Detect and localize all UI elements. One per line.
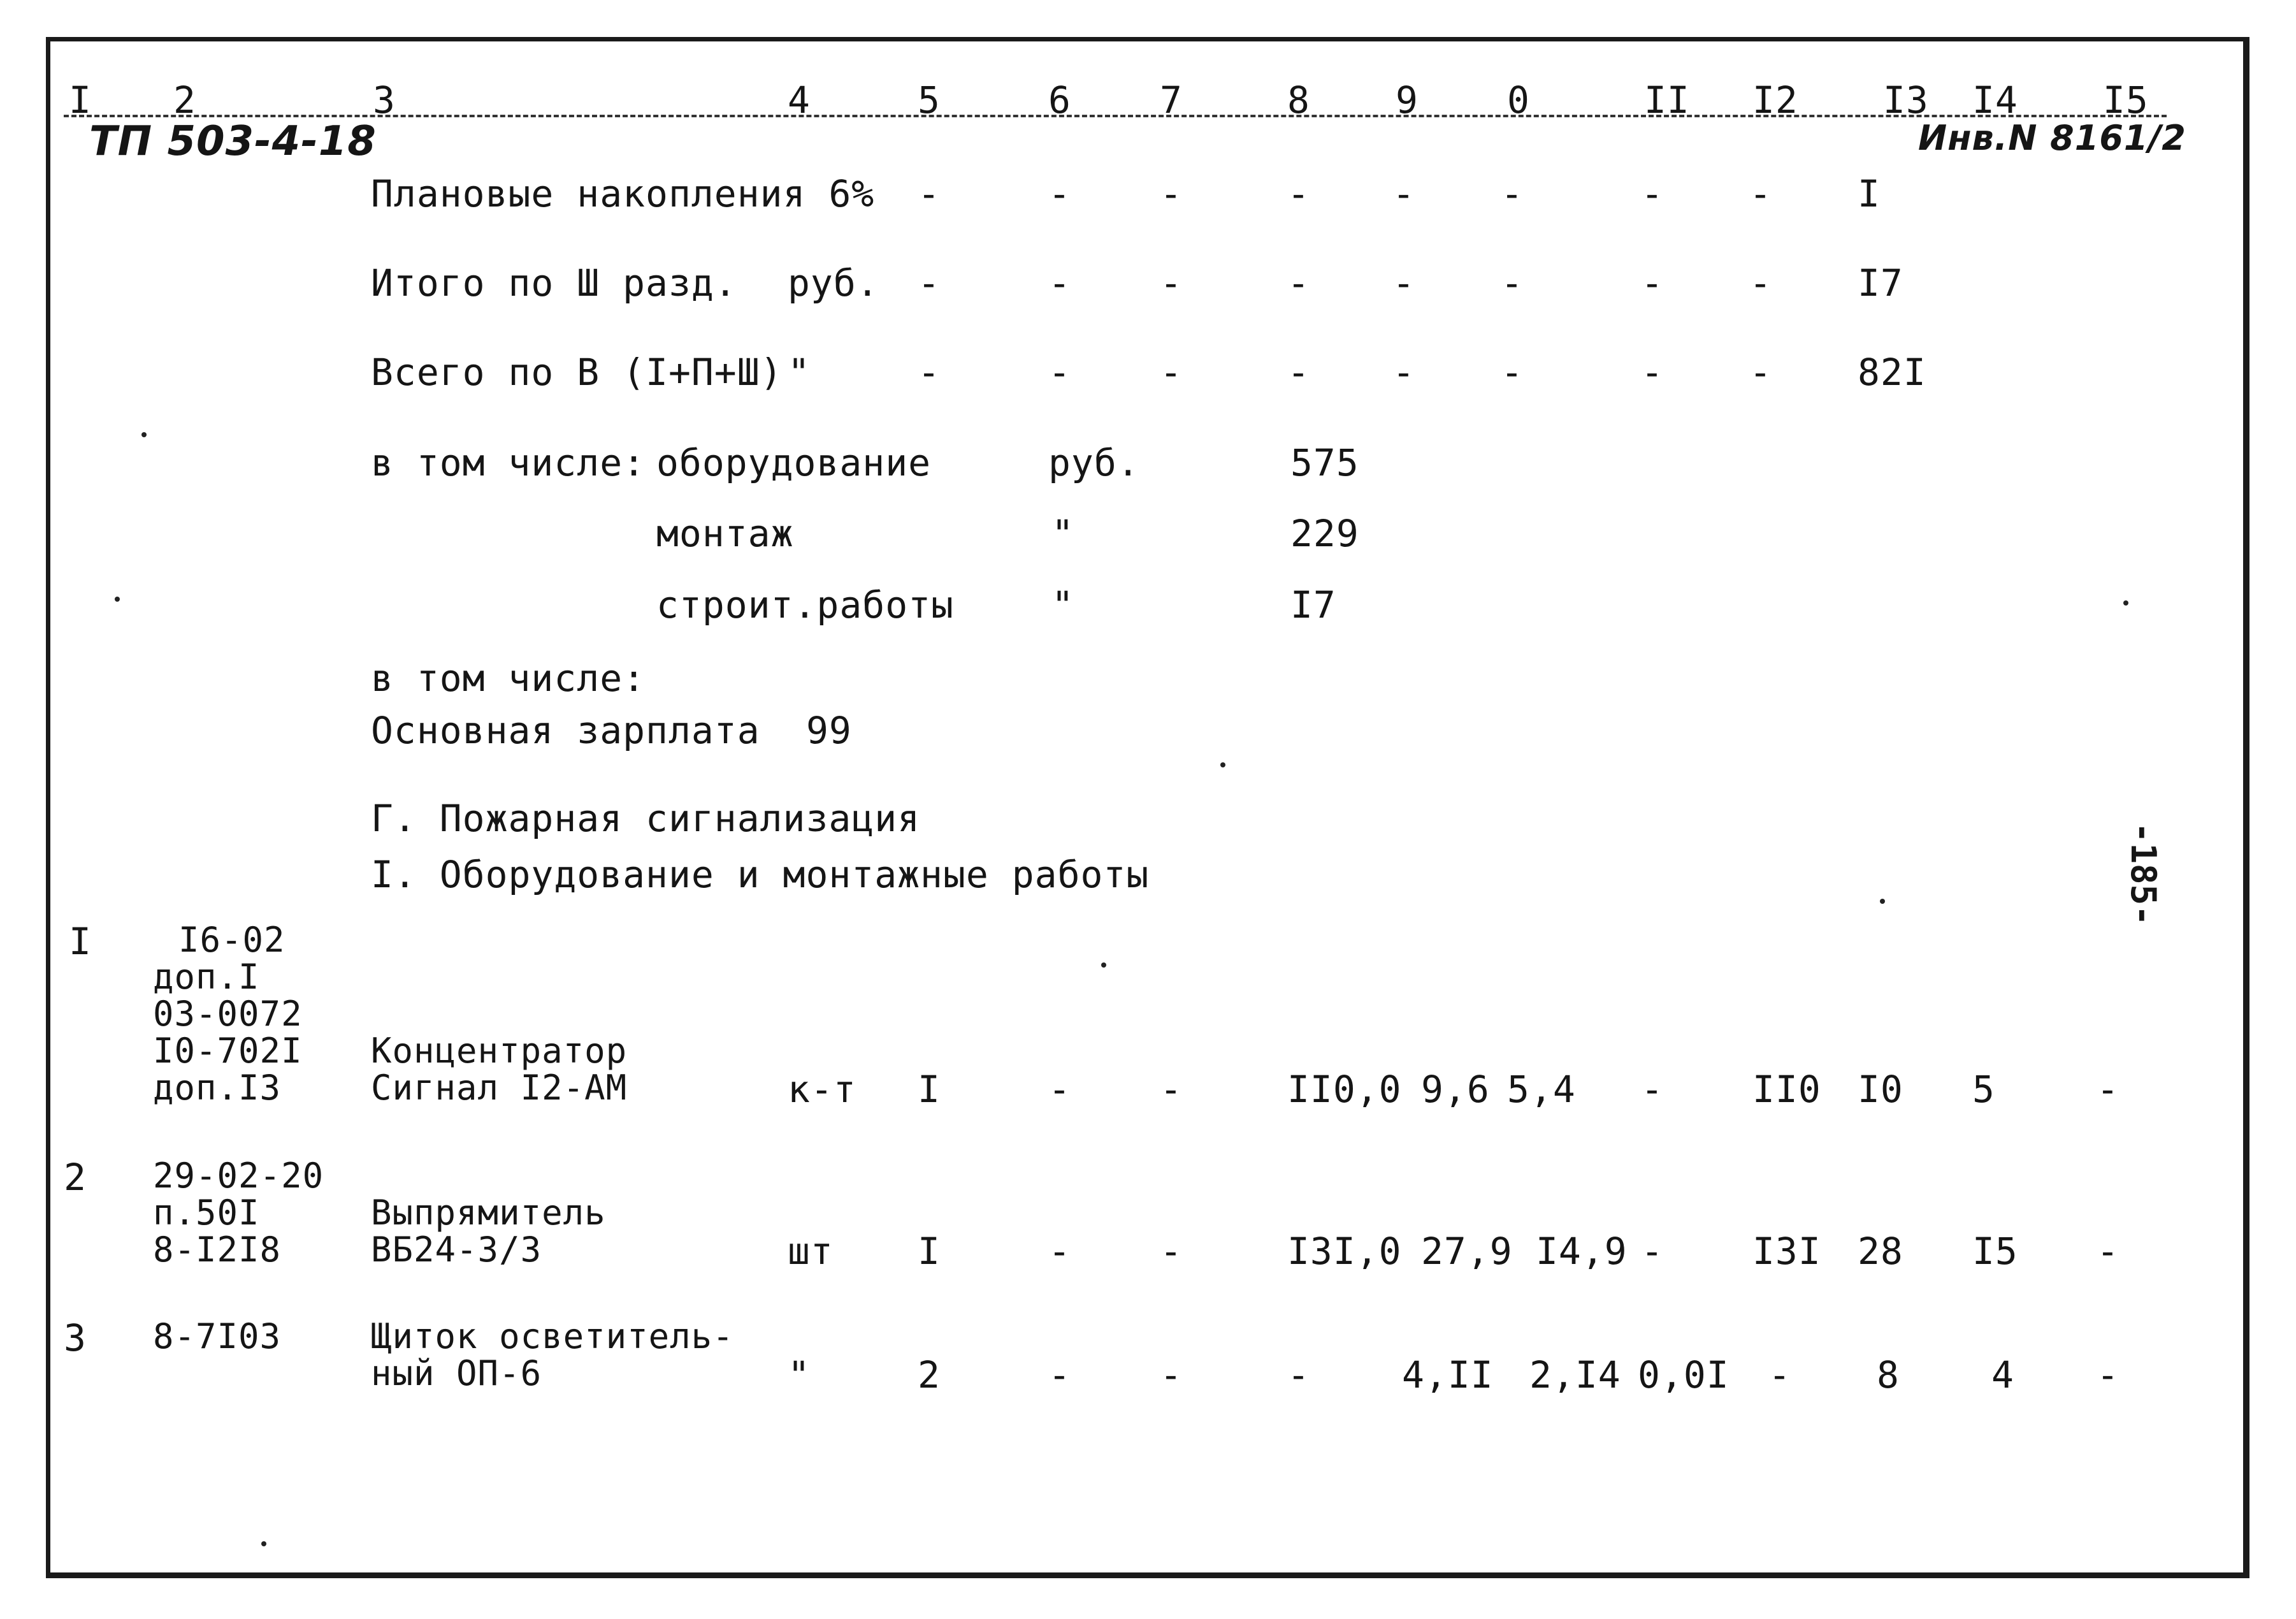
total3-dash: - bbox=[1287, 261, 1310, 305]
planned-value: I bbox=[1858, 172, 1881, 215]
salary-label: Основная зарплата bbox=[371, 709, 760, 752]
row-col12: - bbox=[1768, 1353, 1791, 1397]
planned-dash: - bbox=[1048, 172, 1071, 215]
totalb-dash: - bbox=[1287, 351, 1310, 394]
col-11: II bbox=[1644, 78, 1690, 122]
total3-dash: - bbox=[1501, 261, 1524, 305]
row-col10: I4,9 bbox=[1536, 1230, 1628, 1273]
row-qty: I bbox=[918, 1230, 941, 1273]
row-col9: 9,6 bbox=[1421, 1068, 1490, 1111]
row-code: 29-02-20 bbox=[153, 1156, 324, 1196]
row-col11: - bbox=[1641, 1230, 1664, 1273]
row-name: Сигнал I2-АМ bbox=[371, 1068, 628, 1108]
row-col8: - bbox=[1287, 1353, 1310, 1397]
col-1: I bbox=[69, 78, 92, 122]
row-col15: - bbox=[2097, 1230, 2119, 1273]
total3-dash: - bbox=[1392, 261, 1415, 305]
row-col6: - bbox=[1048, 1068, 1071, 1111]
section-title: Г. Пожарная сигнализация bbox=[371, 797, 921, 840]
totalb-dash: - bbox=[1160, 351, 1183, 394]
including-label: в том числе: bbox=[371, 441, 646, 484]
row-col15: - bbox=[2097, 1353, 2119, 1397]
scan-speck bbox=[115, 597, 120, 602]
col-15: I5 bbox=[2103, 78, 2149, 122]
construction-unit: " bbox=[1051, 583, 1074, 627]
equipment-label: оборудование bbox=[656, 441, 932, 484]
side-page-number: -185- bbox=[2123, 822, 2163, 926]
equipment-unit: руб. bbox=[1048, 441, 1140, 484]
row-col10: 5,4 bbox=[1507, 1068, 1576, 1111]
row-qty: I bbox=[918, 1068, 941, 1111]
row-unit: к-т bbox=[788, 1068, 856, 1111]
row-col6: - bbox=[1048, 1230, 1071, 1273]
row-code: доп.I3 bbox=[153, 1068, 282, 1108]
col-2: 2 bbox=[173, 78, 196, 122]
header-rule bbox=[64, 115, 2167, 120]
totalb-dash: - bbox=[1501, 351, 1524, 394]
scan-speck bbox=[1220, 762, 1225, 767]
planned-dash: - bbox=[1287, 172, 1310, 215]
totalb-dash: - bbox=[1048, 351, 1071, 394]
mounting-unit: " bbox=[1051, 512, 1074, 555]
row-number: 3 bbox=[64, 1316, 87, 1360]
row-col13: 28 bbox=[1858, 1230, 1903, 1273]
scan-speck bbox=[1880, 899, 1885, 904]
col-12: I2 bbox=[1752, 78, 1798, 122]
planned-dash: - bbox=[1501, 172, 1524, 215]
totalb-dash: - bbox=[1392, 351, 1415, 394]
salary-value: 99 bbox=[806, 709, 852, 752]
total-section3-value: I7 bbox=[1858, 261, 1903, 305]
total-b-unit: " bbox=[788, 351, 811, 394]
total-section3-unit: руб. bbox=[788, 261, 879, 305]
total-section3-label: Итого по Ш разд. bbox=[371, 261, 737, 305]
col-6: 6 bbox=[1048, 78, 1071, 122]
total3-dash: - bbox=[1749, 261, 1772, 305]
scan-speck bbox=[141, 432, 147, 437]
col-9: 9 bbox=[1396, 78, 1419, 122]
total-b-label: Всего по В (I+П+Ш) bbox=[371, 351, 783, 394]
row-col7: - bbox=[1160, 1353, 1183, 1397]
row-code: I6-02 bbox=[178, 920, 285, 960]
planned-dash: - bbox=[1392, 172, 1415, 215]
row-name: Щиток осветитель- bbox=[371, 1316, 734, 1356]
mounting-value: 229 bbox=[1290, 512, 1359, 555]
planned-dash: - bbox=[918, 172, 941, 215]
row-col12: I3I bbox=[1752, 1230, 1821, 1273]
planned-dash: - bbox=[1160, 172, 1183, 215]
row-qty: 2 bbox=[918, 1353, 941, 1397]
totalb-dash: - bbox=[918, 351, 941, 394]
row-col9: 27,9 bbox=[1421, 1230, 1513, 1273]
scan-speck bbox=[261, 1541, 266, 1546]
totalb-dash: - bbox=[1749, 351, 1772, 394]
row-col13: I0 bbox=[1858, 1068, 1903, 1111]
planned-dash: - bbox=[1641, 172, 1664, 215]
row-col13: 8 bbox=[1877, 1353, 1900, 1397]
section-subtitle: I. Оборудование и монтажные работы bbox=[371, 853, 1150, 896]
scan-speck bbox=[2123, 600, 2128, 606]
equipment-value: 575 bbox=[1290, 441, 1359, 484]
total3-dash: - bbox=[1641, 261, 1664, 305]
col-8: 8 bbox=[1287, 78, 1310, 122]
totalb-dash: - bbox=[1641, 351, 1664, 394]
col-13: I3 bbox=[1883, 78, 1929, 122]
row-name: ВБ24-3/3 bbox=[371, 1230, 542, 1270]
col-3: 3 bbox=[373, 78, 396, 122]
row-col9: 4,II bbox=[1402, 1353, 1494, 1397]
row-col14: 4 bbox=[1991, 1353, 2014, 1397]
row-col8: I3I,0 bbox=[1287, 1230, 1402, 1273]
scan-speck bbox=[1101, 962, 1106, 968]
construction-value: I7 bbox=[1290, 583, 1336, 627]
total3-dash: - bbox=[1048, 261, 1071, 305]
row-col10: 2,I4 bbox=[1529, 1353, 1621, 1397]
row-name: ный ОП-6 bbox=[371, 1353, 542, 1393]
row-name: Выпрямитель bbox=[371, 1193, 606, 1233]
row-unit: " bbox=[788, 1353, 811, 1397]
construction-label: строит.работы bbox=[656, 583, 954, 627]
col-7: 7 bbox=[1160, 78, 1183, 122]
col-14: I4 bbox=[1972, 78, 2018, 122]
row-code: доп.I bbox=[153, 957, 260, 997]
doc-code: ТП 503-4-18 bbox=[89, 118, 377, 165]
row-col15: - bbox=[2097, 1068, 2119, 1111]
row-name: Концентратор bbox=[371, 1031, 628, 1071]
col-10: 0 bbox=[1507, 78, 1530, 122]
row-code: 03-0072 bbox=[153, 994, 303, 1034]
mounting-label: монтаж bbox=[656, 512, 794, 555]
row-col14: I5 bbox=[1972, 1230, 2018, 1273]
row-number: I bbox=[69, 920, 92, 963]
row-code: 8-7I03 bbox=[153, 1316, 282, 1356]
row-code: п.50I bbox=[153, 1193, 260, 1233]
col-5: 5 bbox=[918, 78, 941, 122]
row-col6: - bbox=[1048, 1353, 1071, 1397]
row-col8: II0,0 bbox=[1287, 1068, 1402, 1111]
row-code: 8-I2I8 bbox=[153, 1230, 282, 1270]
row-col11: - bbox=[1641, 1068, 1664, 1111]
row-code: I0-702I bbox=[153, 1031, 303, 1071]
including-label-2: в том числе: bbox=[371, 657, 646, 700]
row-col7: - bbox=[1160, 1230, 1183, 1273]
row-col7: - bbox=[1160, 1068, 1183, 1111]
row-col14: 5 bbox=[1972, 1068, 1995, 1111]
inventory-number: Инв.N 8161/2 bbox=[1918, 118, 2186, 158]
row-col11: 0,0I bbox=[1638, 1353, 1729, 1397]
row-number: 2 bbox=[64, 1156, 87, 1199]
col-4: 4 bbox=[788, 78, 811, 122]
row-col12: II0 bbox=[1752, 1068, 1821, 1111]
planned-dash: - bbox=[1749, 172, 1772, 215]
total-b-value: 82I bbox=[1858, 351, 1926, 394]
planned-label: Плановые накопления 6% bbox=[371, 172, 875, 215]
row-unit: шт bbox=[788, 1230, 834, 1273]
total3-dash: - bbox=[1160, 261, 1183, 305]
total3-dash: - bbox=[918, 261, 941, 305]
